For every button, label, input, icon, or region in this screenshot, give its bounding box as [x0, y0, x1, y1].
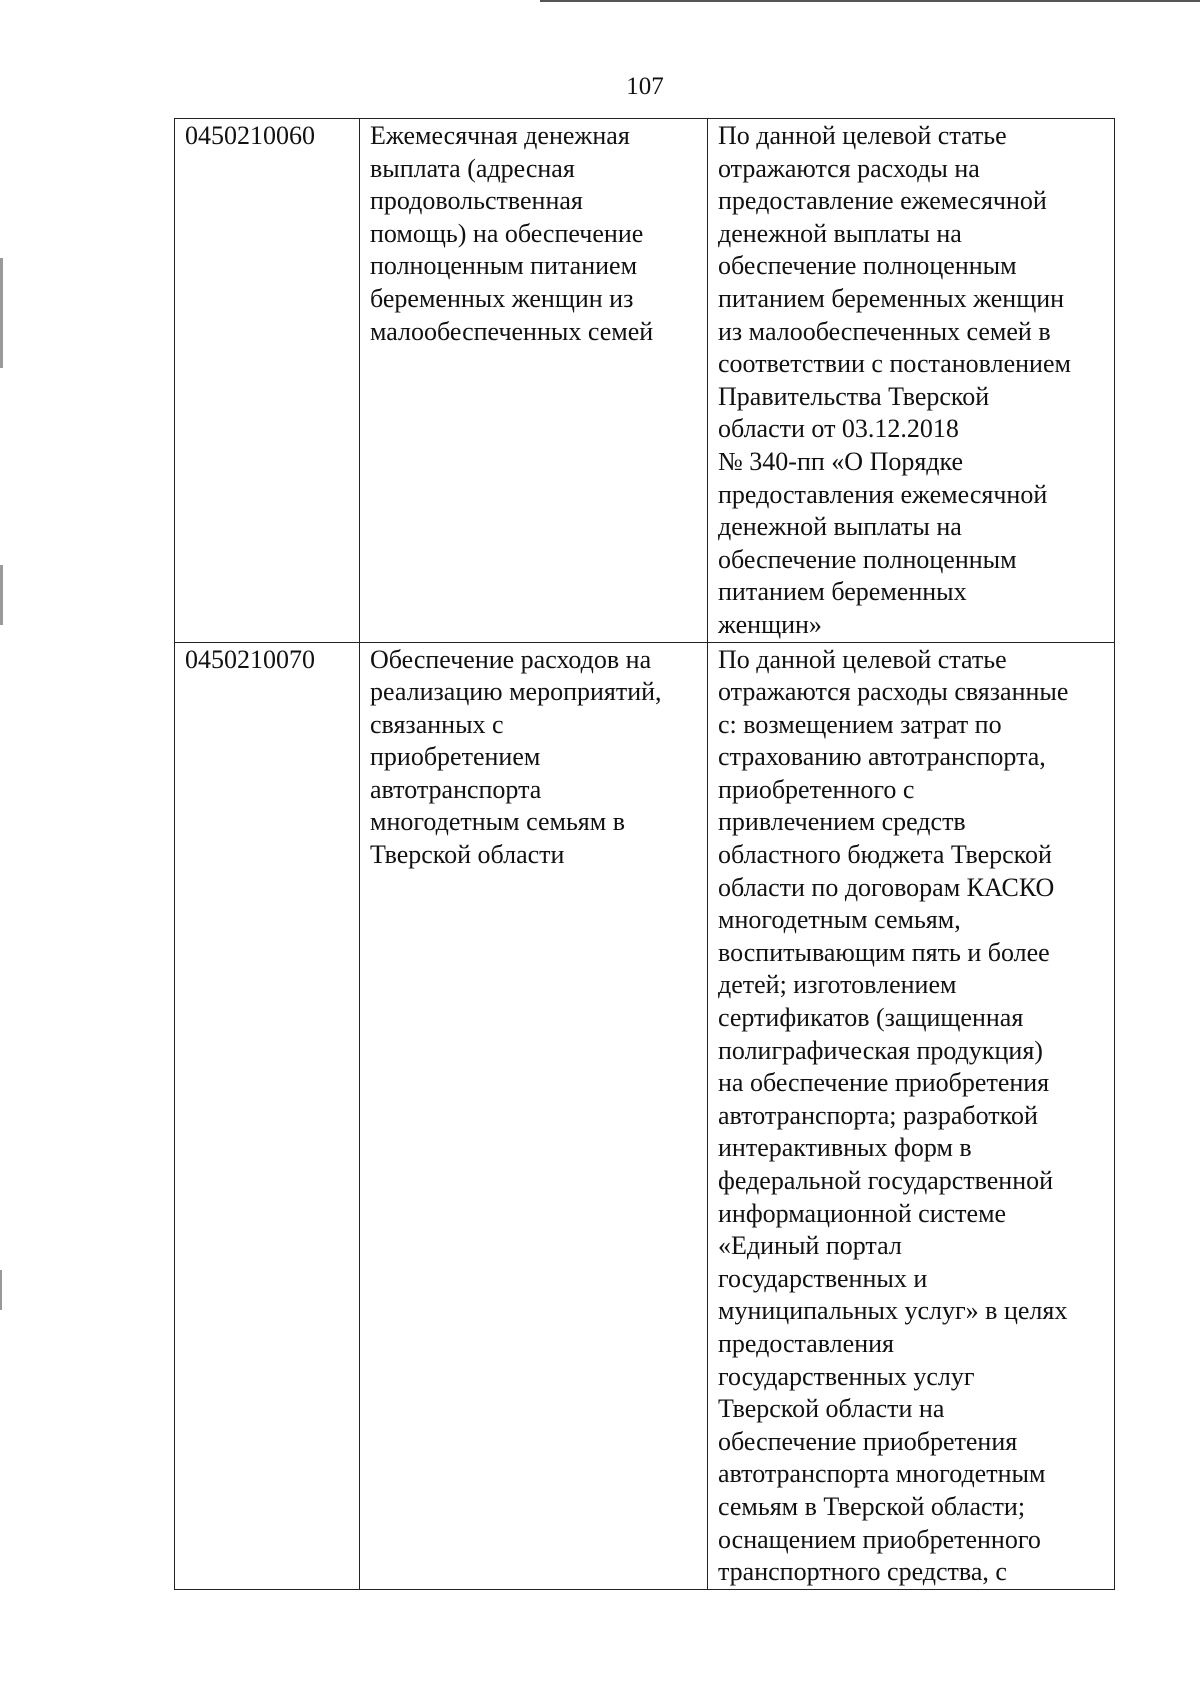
- code-cell: [175, 642, 360, 1589]
- description-line: государственных и: [718, 1263, 928, 1293]
- description-line: муниципальных услуг» в целях: [718, 1296, 1068, 1326]
- description-line: предоставления ежемесячной: [718, 479, 1048, 509]
- description-line: области от 03.12.2018: [718, 414, 959, 444]
- name-line: Обеспечение расходов на: [370, 644, 652, 674]
- description-line: сертификатов (защищенная: [718, 1003, 1024, 1033]
- table-row: [175, 642, 1115, 1589]
- description-line: приобретенного с: [718, 774, 915, 804]
- name-line: многодетным семьям в: [370, 807, 625, 837]
- table-row: [175, 119, 1115, 643]
- scan-edge-mark: [0, 565, 3, 625]
- description-line: оснащением приобретенного: [718, 1524, 1041, 1554]
- description-line: отражаются расходы связанные: [718, 677, 1069, 707]
- description-line: привлечением средств: [718, 807, 966, 837]
- description-line: обеспечение полноценным: [718, 251, 1017, 281]
- description-line: с: возмещением затрат по: [718, 709, 1002, 739]
- name-line: Тверской области: [370, 840, 565, 870]
- name-line: приобретением: [370, 742, 541, 772]
- description-line: «Единый портал: [718, 1231, 902, 1261]
- name-cell: [360, 119, 708, 643]
- target-article-code: 0450210070: [185, 644, 315, 674]
- target-article-code: 0450210060: [185, 121, 315, 150]
- budget-classification-table: [174, 118, 1115, 1590]
- description-line: детей; изготовлением: [718, 970, 957, 1000]
- description-line: из малообеспеченных семей в: [718, 316, 1051, 346]
- description-line: многодетным семьям,: [718, 905, 961, 935]
- description-line: областного бюджета Тверской: [718, 840, 1052, 870]
- description-line: воспитывающим пять и более: [718, 937, 1050, 967]
- page-number: 107: [626, 73, 664, 100]
- description-line: предоставление ежемесячной: [718, 186, 1047, 216]
- description-line: предоставления: [718, 1328, 894, 1358]
- description-cell: [708, 642, 1115, 1589]
- description-line: женщин»: [718, 609, 822, 639]
- description-line: области по договорам КАСКО: [718, 872, 1055, 902]
- description-line: Правительства Тверской: [718, 381, 990, 411]
- name-line: Ежемесячная денежная: [370, 121, 630, 150]
- top-border-line: [540, 0, 1200, 2]
- scan-edge-mark: [0, 1270, 2, 1310]
- description-line: По данной целевой статье: [718, 644, 1007, 674]
- description-line: государственных услуг: [718, 1361, 975, 1391]
- name-line: реализацию мероприятий,: [370, 677, 662, 707]
- description-line: обеспечение приобретения: [718, 1426, 1018, 1456]
- description-line: автотранспорта; разработкой: [718, 1100, 1038, 1130]
- description-line: интерактивных форм в: [718, 1133, 972, 1163]
- description-line: автотранспорта многодетным: [718, 1459, 1046, 1489]
- description-line: № 340-пп «О Порядке: [718, 446, 964, 476]
- name-line: автотранспорта: [370, 774, 542, 804]
- description-line: обеспечение полноценным: [718, 544, 1017, 574]
- description-line: По данной целевой статье: [718, 121, 1007, 150]
- name-line: полноценным питанием: [370, 251, 638, 281]
- name-line: продовольственная: [370, 186, 583, 216]
- name-line: связанных с: [370, 709, 504, 739]
- description-line: информационной системе: [718, 1198, 1007, 1228]
- description-cell: [708, 119, 1115, 643]
- description-line: денежной выплаты на: [718, 218, 962, 248]
- description-line: отражаются расходы на: [718, 153, 980, 183]
- description-line: семьям в Тверской области;: [718, 1491, 1026, 1521]
- description-line: федеральной государственной: [718, 1166, 1054, 1195]
- description-line: питанием беременных женщин: [718, 283, 1065, 313]
- scan-edge-mark: [0, 258, 3, 368]
- description-line: питанием беременных: [718, 577, 967, 607]
- description-line: денежной выплаты на: [718, 512, 962, 542]
- description-line: транспортного средства, с: [718, 1557, 1007, 1587]
- description-line: страхованию автотранспорта,: [718, 742, 1046, 772]
- name-line: помощь) на обеспечение: [370, 218, 644, 248]
- code-cell: [175, 119, 360, 643]
- name-line: малообеспеченных семей: [370, 316, 654, 346]
- name-cell: [360, 642, 708, 1589]
- description-line: полиграфическая продукция): [718, 1035, 1043, 1065]
- description-line: Тверской области на: [718, 1394, 945, 1424]
- name-line: выплата (адресная: [370, 153, 575, 183]
- name-line: беременных женщин из: [370, 283, 634, 313]
- description-line: на обеспечение приобретения: [718, 1068, 1050, 1098]
- description-line: соответствии с постановлением: [718, 349, 1071, 379]
